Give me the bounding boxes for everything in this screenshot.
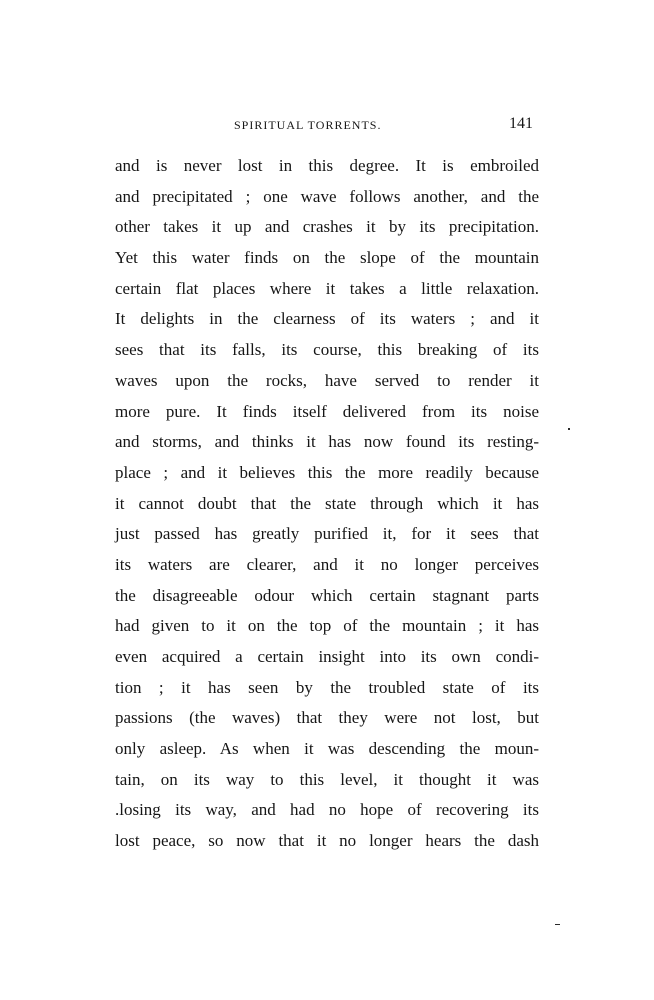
text-line: even acquired a certain insight into its own condi-	[115, 647, 539, 666]
text-line: place ; and it believes this the more readily because	[115, 462, 539, 482]
text-line: and precipitated ; one wave follows another, and the	[115, 186, 539, 206]
text-line: .losing its way, and had no hope of recovering its	[115, 800, 539, 820]
page-number: 141	[509, 115, 533, 132]
text-line: just passed has greatly purified it, for it sees that	[115, 524, 539, 544]
running-head: SPIRITUAL TORRENTS.	[234, 118, 382, 132]
text-line: and is never lost in this degree. It is embroiled	[115, 156, 539, 175]
text-line: Yet this water finds on the slope of the mountain	[115, 248, 539, 268]
text-line: and storms, and thinks it has now found its resting-	[115, 432, 539, 452]
text-line: passions (the waves) that they were not lost, but	[115, 708, 539, 728]
text-line: sees that its falls, its course, this breaking of its	[115, 340, 539, 360]
text-line: waves upon the rocks, have served to render it	[115, 370, 539, 390]
text-line: lost peace, so now that it no longer hears the dash	[115, 831, 539, 851]
text-line: only asleep. As when it was descending the moun-	[115, 739, 539, 759]
text-line: had given to it on the top of the mountain ; it has	[115, 616, 539, 636]
text-line: certain flat places where it takes a little relaxation.	[115, 278, 539, 298]
text-line: tain, on its way to this level, it thought it was	[115, 769, 539, 789]
text-line: it cannot doubt that the state through which it has	[115, 493, 539, 513]
scan-speck	[555, 924, 560, 925]
scan-speck	[568, 428, 570, 430]
body-text	[115, 151, 539, 857]
text-line: tion ; it has seen by the troubled state of its	[115, 677, 539, 697]
text-line: the disagreeable odour which certain stagnant parts	[115, 585, 539, 605]
text-line: its waters are clearer, and it no longer perceives	[115, 554, 539, 574]
text-line: more pure. It finds itself delivered from its noise	[115, 401, 539, 421]
text-line: other takes it up and crashes it by its precipitation.	[115, 217, 539, 237]
text-line: It delights in the clearness of its waters ; and it	[115, 309, 539, 329]
